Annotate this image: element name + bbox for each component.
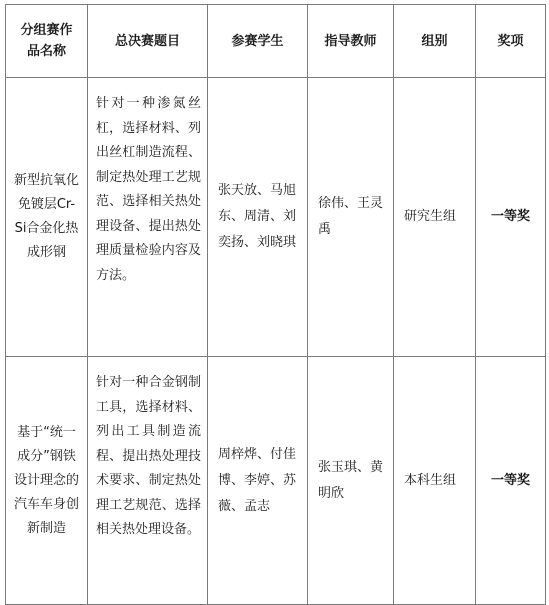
header-teachers: 指导教师	[308, 5, 394, 78]
table-row	[6, 357, 546, 605]
cell-teachers: 张玉琪、黄明欣	[308, 357, 394, 605]
header-final-topic: 总决赛题目	[88, 5, 208, 78]
cell-work-name: 基于“统一成分”钢铁设计理念的汽车车身创新制造	[6, 357, 88, 605]
cell-award: 一等奖	[476, 78, 546, 357]
header-group: 组别	[394, 5, 476, 78]
cell-final-topic: 针对一种合金钢制工具，选择材料、列出工具制造流程、提出热处理技术要求、制定热处理工艺规范、选择相关热处理设备。	[88, 357, 208, 605]
cell-group: 本科生组	[394, 357, 476, 605]
table-row	[6, 78, 546, 357]
header-work-name	[6, 5, 88, 78]
cell-teachers: 徐伟、王灵禹	[308, 78, 394, 357]
cell-award: 一等奖	[476, 357, 546, 605]
table-body	[6, 78, 546, 605]
header-award: 奖项	[476, 5, 546, 78]
cell-group: 研究生组	[394, 78, 476, 357]
cell-final-topic: 针对一种渗氮丝杠，选择材料、列出丝杠制造流程、制定热处理工艺规范、选择相关热处理设备、提出热处理质量检验内容及方法。	[88, 78, 208, 357]
header-work-name-text: 分组赛作品名称	[20, 23, 73, 59]
header-row	[6, 5, 546, 78]
table-header	[6, 5, 546, 78]
cell-students: 张天放、马旭东、周清、刘奕扬、刘晓琪	[208, 78, 308, 357]
award-table	[5, 4, 546, 605]
cell-students: 周梓烨、付佳博、李婷、苏薇、孟志	[208, 357, 308, 605]
header-students: 参赛学生	[208, 5, 308, 78]
cell-work-name: 新型抗氧化免镀层Cr-Si合金化热成形钢	[6, 78, 88, 357]
